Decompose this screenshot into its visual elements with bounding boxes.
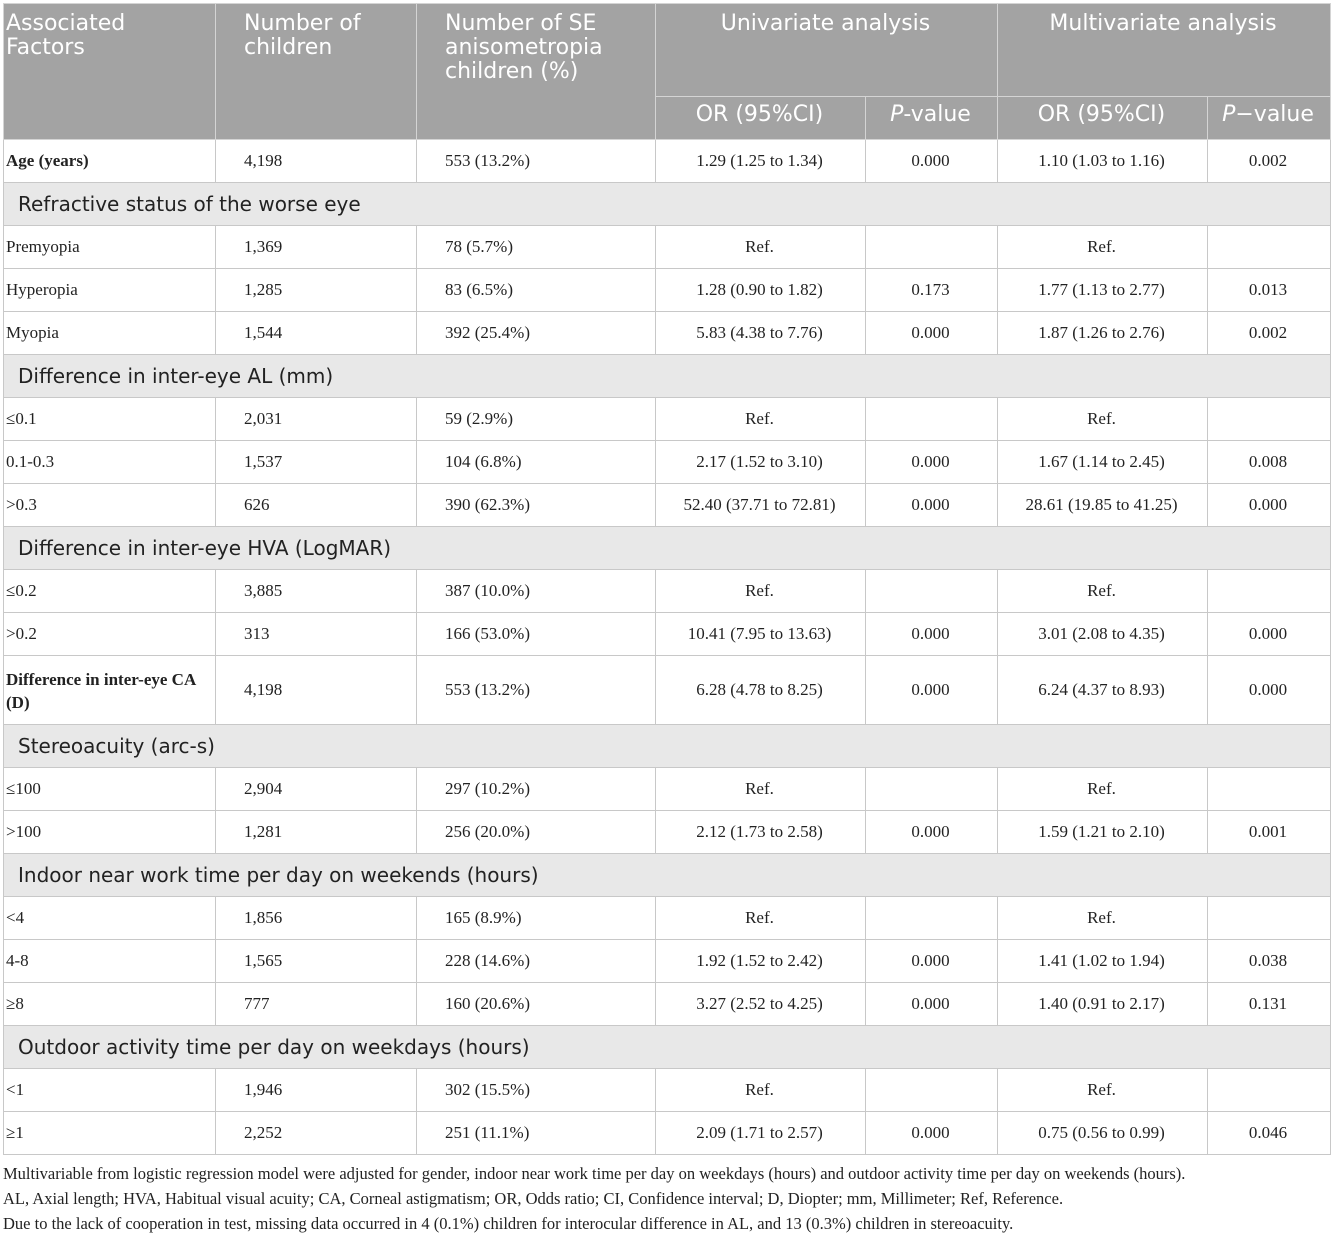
cell-multivariate-or: Ref. [998, 570, 1208, 613]
cell-univariate-p [866, 1069, 998, 1112]
cell-multivariate-p: 0.008 [1208, 441, 1331, 484]
section-header-row [4, 1026, 1331, 1069]
cell-univariate-or: 10.41 (7.95 to 13.63) [656, 613, 866, 656]
cell-univariate-p: 0.000 [866, 983, 998, 1026]
cell-univariate-p: 0.000 [866, 613, 998, 656]
cell-multivariate-p: 0.131 [1208, 983, 1331, 1026]
cell-anisometropia-count: 166 (53.0%) [417, 613, 656, 656]
cell-number-of-children: 777 [216, 983, 417, 1026]
cell-univariate-p: 0.000 [866, 656, 998, 725]
cell-factor: Age (years) [4, 140, 216, 183]
header-associated-factors: Associated Factors [4, 4, 216, 140]
section-label: Difference in inter-eye HVA (LogMAR) [4, 527, 1331, 570]
table-row [4, 398, 1331, 441]
cell-factor: 4-8 [4, 940, 216, 983]
cell-number-of-children: 1,285 [216, 269, 417, 312]
header-uni-p: P-value [866, 97, 998, 140]
cell-anisometropia-count: 387 (10.0%) [417, 570, 656, 613]
header-univariate-analysis: Univariate analysis [656, 4, 998, 97]
cell-univariate-or: 52.40 (37.71 to 72.81) [656, 484, 866, 527]
cell-univariate-or: 1.29 (1.25 to 1.34) [656, 140, 866, 183]
table-row [4, 768, 1331, 811]
cell-anisometropia-count: 228 (14.6%) [417, 940, 656, 983]
cell-multivariate-or: Ref. [998, 1069, 1208, 1112]
cell-factor: <1 [4, 1069, 216, 1112]
cell-anisometropia-count: 104 (6.8%) [417, 441, 656, 484]
cell-univariate-or: 1.28 (0.90 to 1.82) [656, 269, 866, 312]
table-row [4, 312, 1331, 355]
footnote-multivariable: Multivariable from logistic regression model were adjusted for gender, indoor near work time per day on weekdays (hours) and outdoor activity time per day on weekends (hours). [3, 1164, 1186, 1183]
cell-multivariate-p: 0.002 [1208, 312, 1331, 355]
cell-factor: ≥8 [4, 983, 216, 1026]
cell-multivariate-or: 6.24 (4.37 to 8.93) [998, 656, 1208, 725]
cell-number-of-children: 1,544 [216, 312, 417, 355]
section-header-row [4, 183, 1331, 226]
cell-univariate-p: 0.000 [866, 441, 998, 484]
cell-multivariate-or: Ref. [998, 226, 1208, 269]
cell-multivariate-p [1208, 398, 1331, 441]
cell-number-of-children: 2,904 [216, 768, 417, 811]
cell-multivariate-p: 0.000 [1208, 613, 1331, 656]
cell-factor: ≥1 [4, 1112, 216, 1155]
cell-univariate-or: Ref. [656, 1069, 866, 1112]
cell-anisometropia-count: 297 (10.2%) [417, 768, 656, 811]
cell-univariate-or: Ref. [656, 570, 866, 613]
table-row [4, 811, 1331, 854]
cell-univariate-or: Ref. [656, 897, 866, 940]
cell-anisometropia-count: 553 (13.2%) [417, 656, 656, 725]
cell-univariate-p: 0.000 [866, 940, 998, 983]
cell-multivariate-or: 1.77 (1.13 to 2.77) [998, 269, 1208, 312]
cell-multivariate-p: 0.000 [1208, 484, 1331, 527]
cell-anisometropia-count: 83 (6.5%) [417, 269, 656, 312]
cell-number-of-children: 1,537 [216, 441, 417, 484]
cell-multivariate-p: 0.038 [1208, 940, 1331, 983]
cell-multivariate-or: 0.75 (0.56 to 0.99) [998, 1112, 1208, 1155]
cell-multivariate-p [1208, 570, 1331, 613]
cell-factor: <4 [4, 897, 216, 940]
cell-multivariate-or: 1.59 (1.21 to 2.10) [998, 811, 1208, 854]
cell-number-of-children: 1,946 [216, 1069, 417, 1112]
cell-multivariate-or: 1.67 (1.14 to 2.45) [998, 441, 1208, 484]
header-uni-or: OR (95%CI) [656, 97, 866, 140]
table-row [4, 656, 1331, 725]
cell-univariate-or: Ref. [656, 768, 866, 811]
table-row [4, 613, 1331, 656]
section-label: Indoor near work time per day on weekends (hours) [4, 854, 1331, 897]
header-number-of-children: Number of children [216, 4, 417, 140]
cell-number-of-children: 1,856 [216, 897, 417, 940]
cell-number-of-children: 4,198 [216, 656, 417, 725]
cell-multivariate-or: 3.01 (2.08 to 4.35) [998, 613, 1208, 656]
cell-anisometropia-count: 302 (15.5%) [417, 1069, 656, 1112]
cell-multivariate-p [1208, 768, 1331, 811]
cell-univariate-p [866, 226, 998, 269]
table-row [4, 226, 1331, 269]
cell-anisometropia-count: 251 (11.1%) [417, 1112, 656, 1155]
cell-univariate-p: 0.000 [866, 811, 998, 854]
cell-univariate-or: Ref. [656, 226, 866, 269]
cell-univariate-p [866, 570, 998, 613]
cell-univariate-p: 0.000 [866, 1112, 998, 1155]
cell-multivariate-or: Ref. [998, 768, 1208, 811]
cell-multivariate-or: Ref. [998, 897, 1208, 940]
table-row [4, 484, 1331, 527]
cell-multivariate-or: 1.10 (1.03 to 1.16) [998, 140, 1208, 183]
cell-univariate-p: 0.000 [866, 140, 998, 183]
section-label: Stereoacuity (arc-s) [4, 725, 1331, 768]
header-multi-or: OR (95%CI) [998, 97, 1208, 140]
cell-anisometropia-count: 78 (5.7%) [417, 226, 656, 269]
cell-number-of-children: 1,281 [216, 811, 417, 854]
cell-anisometropia-count: 165 (8.9%) [417, 897, 656, 940]
section-label: Refractive status of the worse eye [4, 183, 1331, 226]
cell-univariate-or: 2.09 (1.71 to 2.57) [656, 1112, 866, 1155]
cell-factor: >100 [4, 811, 216, 854]
cell-number-of-children: 626 [216, 484, 417, 527]
cell-multivariate-p: 0.002 [1208, 140, 1331, 183]
cell-factor: Myopia [4, 312, 216, 355]
section-label: Outdoor activity time per day on weekdays (hours) [4, 1026, 1331, 1069]
cell-univariate-or: 1.92 (1.52 to 2.42) [656, 940, 866, 983]
cell-number-of-children: 3,885 [216, 570, 417, 613]
cell-number-of-children: 4,198 [216, 140, 417, 183]
header-multi-p: P−value [1208, 97, 1331, 140]
cell-multivariate-p [1208, 1069, 1331, 1112]
section-header-row [4, 854, 1331, 897]
table-row [4, 983, 1331, 1026]
cell-number-of-children: 313 [216, 613, 417, 656]
footnote-missing-data: Due to the lack of cooperation in test, missing data occurred in 4 (0.1%) children for interocular difference in AL, and 13 (0.3%) children in stereoacuity. [3, 1214, 1014, 1233]
cell-multivariate-or: 1.40 (0.91 to 2.17) [998, 983, 1208, 1026]
cell-number-of-children: 2,031 [216, 398, 417, 441]
section-header-row [4, 725, 1331, 768]
table-row [4, 897, 1331, 940]
header-multivariate-analysis: Multivariate analysis [998, 4, 1331, 97]
cell-factor: >0.3 [4, 484, 216, 527]
cell-univariate-p [866, 398, 998, 441]
header-anisometropia-children: Number of SE anisometropia children (%) [417, 4, 656, 140]
cell-multivariate-p: 0.000 [1208, 656, 1331, 725]
cell-factor: ≤0.2 [4, 570, 216, 613]
table-container [3, 3, 1330, 1236]
table-row [4, 1112, 1331, 1155]
cell-multivariate-or: 1.41 (1.02 to 1.94) [998, 940, 1208, 983]
cell-univariate-or: 6.28 (4.78 to 8.25) [656, 656, 866, 725]
cell-factor: Difference in inter-eye CA (D) [4, 656, 216, 725]
cell-univariate-p [866, 768, 998, 811]
cell-number-of-children: 1,369 [216, 226, 417, 269]
cell-number-of-children: 2,252 [216, 1112, 417, 1155]
cell-factor: >0.2 [4, 613, 216, 656]
table-row [4, 1069, 1331, 1112]
cell-univariate-or: 5.83 (4.38 to 7.76) [656, 312, 866, 355]
footnote-abbreviations: AL, Axial length; HVA, Habitual visual acuity; CA, Corneal astigmatism; OR, Odds ratio; CI, Confidence interval; D, Diopter; mm, Millimeter; Ref, Reference. [3, 1189, 1064, 1208]
cell-univariate-or: Ref. [656, 398, 866, 441]
cell-multivariate-p: 0.001 [1208, 811, 1331, 854]
cell-multivariate-or: Ref. [998, 398, 1208, 441]
cell-factor: Premyopia [4, 226, 216, 269]
cell-anisometropia-count: 390 (62.3%) [417, 484, 656, 527]
cell-univariate-p: 0.000 [866, 312, 998, 355]
cell-factor: Hyperopia [4, 269, 216, 312]
cell-anisometropia-count: 553 (13.2%) [417, 140, 656, 183]
cell-multivariate-p [1208, 226, 1331, 269]
cell-univariate-or: 2.17 (1.52 to 3.10) [656, 441, 866, 484]
results-table [3, 3, 1331, 1155]
cell-anisometropia-count: 392 (25.4%) [417, 312, 656, 355]
cell-multivariate-or: 28.61 (19.85 to 41.25) [998, 484, 1208, 527]
table-row [4, 441, 1331, 484]
cell-univariate-p [866, 897, 998, 940]
table-row [4, 940, 1331, 983]
table-row [4, 140, 1331, 183]
cell-number-of-children: 1,565 [216, 940, 417, 983]
cell-anisometropia-count: 256 (20.0%) [417, 811, 656, 854]
cell-univariate-p: 0.000 [866, 484, 998, 527]
cell-multivariate-p: 0.013 [1208, 269, 1331, 312]
cell-multivariate-p: 0.046 [1208, 1112, 1331, 1155]
section-label: Difference in inter-eye AL (mm) [4, 355, 1331, 398]
cell-univariate-or: 2.12 (1.73 to 2.58) [656, 811, 866, 854]
cell-factor: ≤100 [4, 768, 216, 811]
table-row [4, 269, 1331, 312]
cell-univariate-p: 0.173 [866, 269, 998, 312]
cell-multivariate-p [1208, 897, 1331, 940]
cell-multivariate-or: 1.87 (1.26 to 2.76) [998, 312, 1208, 355]
cell-anisometropia-count: 59 (2.9%) [417, 398, 656, 441]
section-header-row [4, 355, 1331, 398]
cell-univariate-or: 3.27 (2.52 to 4.25) [656, 983, 866, 1026]
table-footnotes [3, 1161, 1330, 1236]
table-row [4, 570, 1331, 613]
cell-anisometropia-count: 160 (20.6%) [417, 983, 656, 1026]
cell-factor: 0.1-0.3 [4, 441, 216, 484]
cell-factor: ≤0.1 [4, 398, 216, 441]
section-header-row [4, 527, 1331, 570]
